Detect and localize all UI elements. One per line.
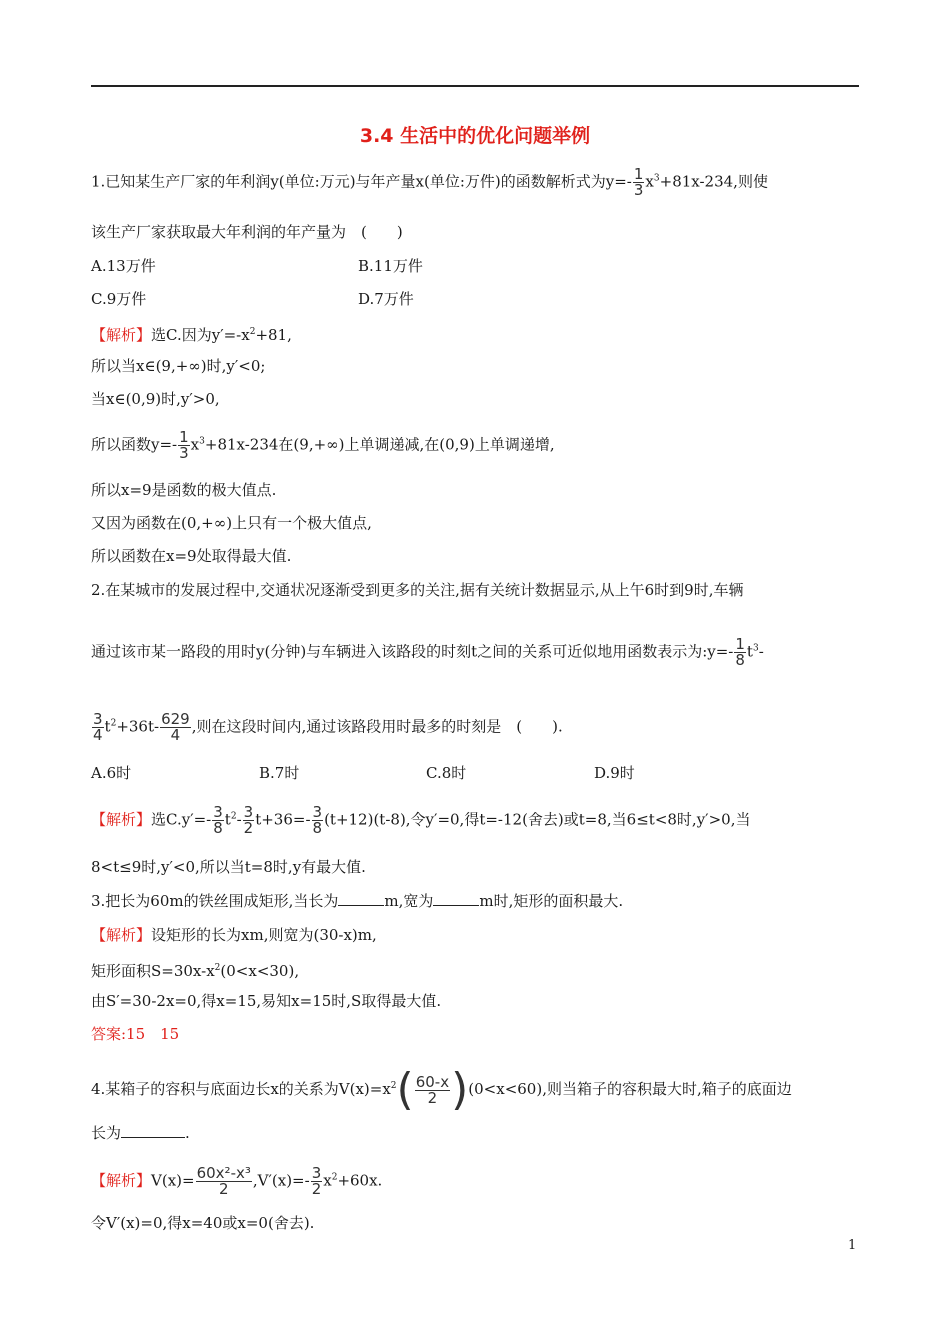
q1-option-b: B.11万件 [358,257,423,275]
page-number: 1 [848,1238,857,1253]
q3-stem: 3.把长为60m的铁丝围成矩形,当长为 m,宽为 m时,矩形的面积最大. [91,892,624,910]
q3-blank-length [338,905,384,906]
q1-fraction: $\frac{1}{3}$ [633,165,644,199]
q1-solution-line5: 所以x=9是函数的极大值点. [91,481,277,499]
q2-fraction-3: $\frac{629}{4}$ [161,710,190,744]
q4-solution-fraction-1: $\frac{\text{60x²-x³}}{2}$ [196,1164,251,1198]
solution-tag: 【解析】 [91,810,152,829]
q3-blank-width [433,905,479,906]
solution-tag: 【解析】 [91,326,152,344]
q1-stem-line2: 该生产厂家获取最大年利润的年产量为 ( ) [91,223,403,241]
right-paren: ) [451,1064,469,1115]
q3-solution-line3: 由S′=30-2x=0,得x=15,易知x=15时,S取得最大值. [91,992,442,1010]
q1-option-c: C.9万件 [91,290,147,308]
q4-stem: 4.某箱子的容积与底面边长x的关系为$V(x)=x^2$( $\frac{60-x}{2}$ )(0<x<60),则当箱子的容积最大时,箱子的底面边 [91,1064,792,1115]
q2-stem-line3: $\frac{3}{4}$ $t^2+36t-$ $\frac{629}{4}$ ,则在这段时间内,通过该路段用时最多的时刻是 ( ). [93,710,563,744]
solution-tag: 【解析】 [91,1171,152,1190]
q4-blank [121,1137,185,1138]
q1-option-d: D.7万件 [358,290,414,308]
header-rule [91,85,859,87]
q2-option-d: D.9时 [594,764,635,782]
q1-solution-line6: 又因为函数在(0,+∞)上只有一个极大值点, [91,514,372,532]
q2-solution-fraction-2: $\frac{3}{2}$ [243,803,254,837]
q2-fraction: $\frac{1}{8}$ [735,635,745,669]
q2-solution-line1: 【解析】选C.y′=- $\frac{3}{8}$ $t^2-$ $\frac{3}{2}$ t+36=- $\frac{3}{8}$ (t+12)(t-8),令y′=0,得t=-12(舍去)或t=8,当6≤t<8时,y′>0,当 [91,803,751,837]
q4-fraction: $\frac{60-x}{2}$ [415,1072,450,1107]
q2-option-c: C.8时 [426,764,467,782]
solution-tag: 【解析】 [91,926,152,944]
q1-solution-line2: 所以当x∈(9,+∞)时,y′<0; [91,357,266,375]
q3-solution-line2: 矩形面积$S=30x-x^2(0<x<30)$, [91,962,300,980]
q4-solution-fraction-2: $\frac{3}{2}$ [311,1164,322,1198]
q2-solution-fraction-1: $\frac{3}{8}$ [213,803,223,837]
q1-solution-line7: 所以函数在x=9处取得最大值. [91,547,292,565]
q1-solution-line3: 当x∈(0,9)时,y′>0, [91,390,220,408]
q1-solution-line4: 所以函数y=- $\frac{1}{3}$ $x^3+81x-234$在(9,+∞)上单调递减,在(0,9)上单调递增, [91,428,555,462]
q2-fraction-2: $\frac{3}{4}$ [93,710,103,744]
left-paren: ( [396,1064,414,1115]
q4-solution-line2: 令V′(x)=0,得x=40或x=0(舍去). [91,1214,315,1232]
q4-solution-line1: 【解析】V(x)= $\frac{\text{60x²-x³}}{2}$ ,V′(x)=- $\frac{3}{2}$ $x^2+60x$. [91,1164,383,1198]
q1-option-a: A.13万件 [91,257,156,275]
q2-option-a: A.6时 [91,764,132,782]
q2-stem-line2: 通过该市某一路段的用时y(分钟)与车辆进入该路段的时刻t之间的关系可近似地用函数表示为:y=- $\frac{1}{8}$ $t^3-$ [91,635,764,669]
q2-solution-line2: 8<t≤9时,y′<0,所以当t=8时,y有最大值. [91,858,366,876]
q1-stem: 1.已知某生产厂家的年利润y(单位:万元)与年产量x(单位:万件)的函数解析式为y=- $\frac{1}{3}$ $x^3+81x-234$,则使 [91,165,768,199]
q2-stem-line1: 2.在某城市的发展过程中,交通状况逐渐受到更多的关注,据有关统计数据显示,从上午6时到9时,车辆 [91,581,744,599]
q3-solution-line1: 【解析】设矩形的长为xm,则宽为(30-x)m, [91,926,377,944]
q3-answer: 答案:15 15 [91,1025,180,1043]
q2-option-b: B.7时 [259,764,300,782]
q2-solution-fraction-3: $\frac{3}{8}$ [312,803,323,837]
q4-stem-line2: 长为 . [91,1124,190,1142]
q1-solution-line1: 【解析】选C.因为$y'=-x^2+81$, [91,326,292,344]
q1-solution-fraction: $\frac{1}{3}$ [179,428,189,462]
section-title: 3.4 生活中的优化问题举例 [359,125,591,147]
